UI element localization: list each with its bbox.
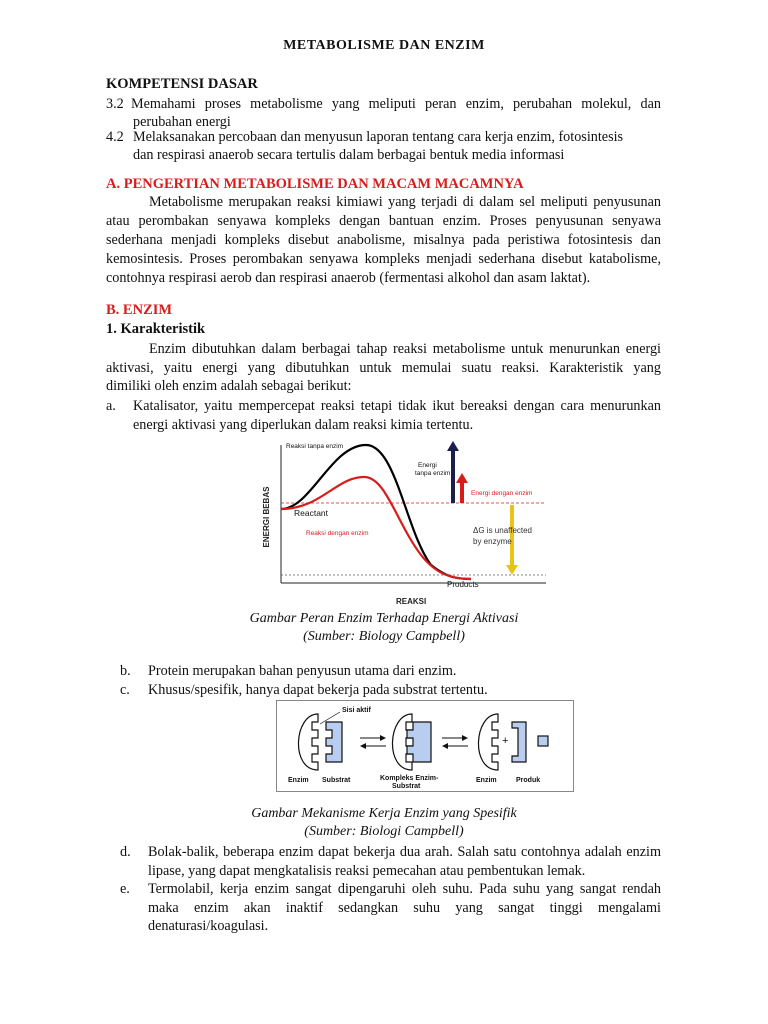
section-a-line-2: atau perombakan senyawa kompleks dengan bantuan enzim. Proses penyusunan senyawa bbox=[106, 213, 661, 229]
label-products: Products bbox=[447, 580, 479, 589]
kd-4-2-line-1: Melaksanakan percobaan dan menyusun laporan tentang cara kerja enzim, fotosintesis bbox=[133, 129, 624, 145]
substrate-shape bbox=[326, 722, 342, 762]
item-c-label: c. bbox=[120, 682, 130, 698]
label-energi-dengan-enzim: Energi dengan enzim bbox=[471, 490, 533, 497]
kd-3-2-number: 3.2 bbox=[106, 96, 124, 112]
item-a-line-2: energi aktivasi yang diperlukan dalam reaksi kimia tertentu. bbox=[133, 417, 474, 433]
label-reaksi-dengan-enzim: Reaksi dengan enzim bbox=[306, 530, 369, 537]
product-shape-2 bbox=[538, 736, 548, 746]
section-a-line-4: kemosintesis. Proses perombakan senyawa kompleks menjadi sederhana disebut katabolisme, bbox=[106, 251, 661, 267]
label-delta-g-1: ΔG is unaffected bbox=[473, 526, 533, 535]
enzim-intro-line-3: dimiliki oleh enzim adalah sebagai berikut: bbox=[106, 378, 352, 394]
enzim-intro-line-1: Enzim dibutuhkan dalam berbagai tahap reaksi metabolisme untuk menurunkan energi bbox=[149, 341, 661, 357]
section-a-line-5: contohnya respirasi aerob dan respirasi anaerob (fermentasi alkohol dan asam laktat). bbox=[106, 270, 591, 286]
figure-1-caption: Gambar Peran Enzim Terhadap Energi Aktivasi bbox=[249, 611, 519, 626]
kd-4-2-number: 4.2 bbox=[106, 129, 124, 145]
kd-3-2-line-2: perubahan energi bbox=[133, 114, 231, 130]
label-kompleks-1: Kompleks Enzim- bbox=[380, 775, 439, 782]
enzyme-mechanism-diagram bbox=[276, 700, 574, 792]
energy-activation-diagram bbox=[256, 437, 554, 609]
figure-1-source: (Sumber: Biology Campbell) bbox=[303, 629, 465, 644]
item-b-label: b. bbox=[120, 663, 131, 679]
item-e-label: e. bbox=[120, 881, 130, 897]
section-a-heading: A. PENGERTIAN METABOLISME DAN MACAM MACAMNYA bbox=[106, 176, 524, 192]
subsection-karakteristik: 1. Karakteristik bbox=[106, 321, 206, 337]
item-e-line-3: denaturasi/koagulasi. bbox=[148, 918, 269, 934]
enzim-intro-line-2: aktivasi, yaitu energi yang dibutuhkan untuk memulai suatu reaksi. Karakteristik yang bbox=[106, 360, 661, 376]
label-kompleks-2: Substrat bbox=[392, 783, 421, 790]
item-d-label: d. bbox=[120, 844, 131, 860]
label-energi-tanpa-enzim-1: Energi bbox=[418, 462, 437, 469]
label-enzim: Enzim bbox=[288, 777, 309, 784]
kd-4-2-line-2: dan respirasi anaerob secara tertulis dalam berbagai bentuk media informasi bbox=[133, 147, 565, 163]
item-c-text: Khusus/spesifik, hanya dapat bekerja pada substrat tertentu. bbox=[148, 682, 488, 698]
label-substrat: Substrat bbox=[322, 777, 351, 784]
label-reactant: Reactant bbox=[294, 508, 329, 518]
item-d-line-1: Bolak-balik, beberapa enzim dapat bekerja dua arah. Salah satu contohnya adalah enzim bbox=[148, 844, 661, 860]
item-b-text: Protein merupakan bahan penyusun utama dari enzim. bbox=[148, 663, 457, 679]
y-axis-label: ENERGI BEBAS bbox=[262, 486, 271, 548]
x-axis-label: REAKSI bbox=[396, 597, 427, 606]
section-b-heading: B. ENZIM bbox=[106, 302, 173, 318]
label-enzim-2: Enzim bbox=[476, 777, 497, 784]
plus-sign: + bbox=[502, 735, 509, 747]
label-sisi-aktif: Sisi aktif bbox=[342, 707, 371, 714]
item-e-line-1: Termolabil, kerja enzim sangat dipengaruhi oleh suhu. Pada suhu yang sangat rendah bbox=[148, 881, 661, 897]
kompetensi-heading: KOMPETENSI DASAR bbox=[106, 76, 258, 92]
item-e-line-2: maka enzim akan inaktif sedangkan suhu yang sangat tinggi mengalami bbox=[148, 900, 661, 916]
label-energi-tanpa-enzim-2: tanpa enzim bbox=[415, 470, 451, 477]
page-title: METABOLISME DAN ENZIM bbox=[283, 38, 485, 53]
section-a-line-1: Metabolisme merupakan reaksi kimiawi yang terjadi di dalam sel meliputi penyusunan bbox=[149, 194, 661, 210]
item-d-line-2: lipase, yang dapat mengkatalisis reaksi pemecahan atau pembentukan lemak. bbox=[148, 863, 586, 879]
kd-3-2-line-1: Memahami proses metabolisme yang meliputi peran enzim, perubahan molekul, dan bbox=[131, 96, 661, 112]
figure-2-source: (Sumber: Biologi Campbell) bbox=[304, 824, 464, 839]
label-delta-g-2: by enzyme bbox=[473, 537, 512, 546]
item-a-line-1: Katalisator, yaitu mempercepat reaksi tetapi tidak ikut bereaksi dengan cara menurunkan bbox=[133, 398, 661, 414]
figure-2-caption: Gambar Mekanisme Kerja Enzim yang Spesifik bbox=[251, 806, 517, 821]
label-produk: Produk bbox=[516, 777, 541, 784]
label-reaksi-tanpa-enzim: Reaksi tanpa enzim bbox=[286, 443, 344, 450]
item-a-label: a. bbox=[106, 398, 116, 414]
section-a-line-3: sederhana menjadi kompleks disebut anabolisme, misalnya pada peristiwa fotosintesis dan bbox=[106, 232, 661, 248]
